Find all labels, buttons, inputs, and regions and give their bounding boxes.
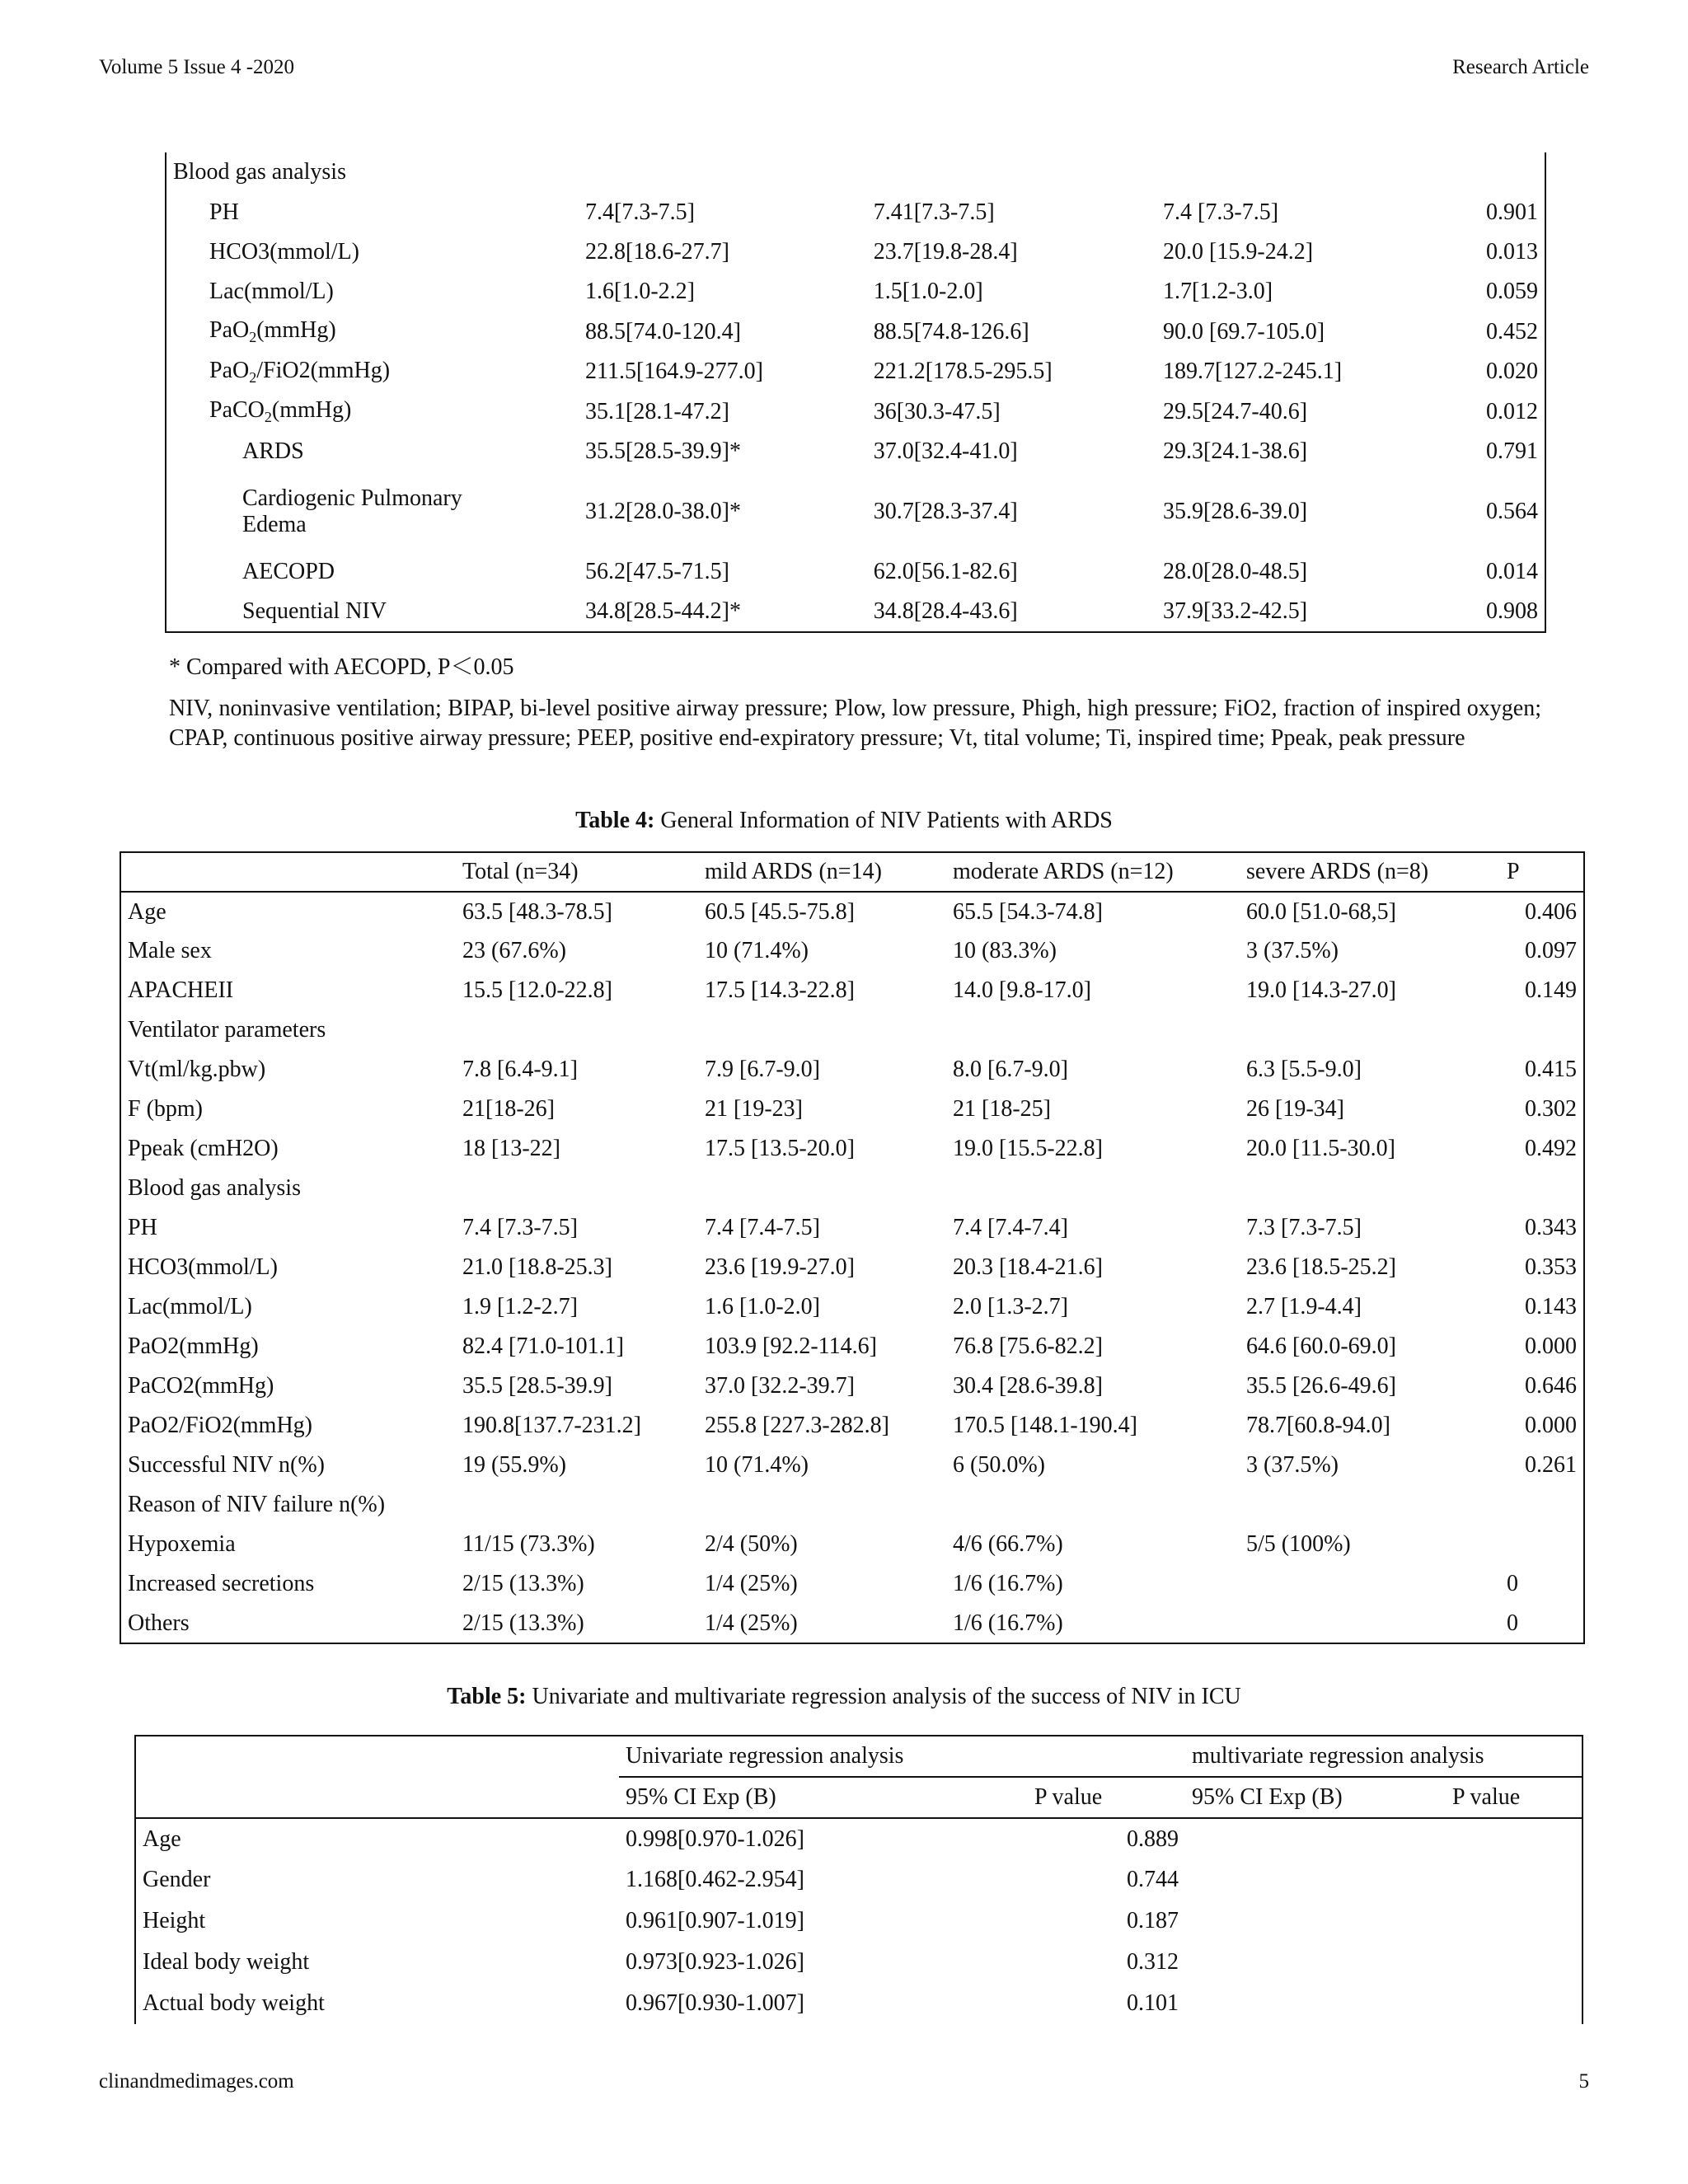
row-label: Vt(ml/kg.pbw) bbox=[128, 1057, 266, 1082]
label-part: (mmHg) bbox=[271, 397, 352, 424]
p-value: 0.302 bbox=[1525, 1096, 1577, 1122]
cell: 21 [18-25] bbox=[953, 1096, 1051, 1122]
cell: 30.7[28.3-37.4] bbox=[873, 499, 1018, 525]
cell: 7.4 [7.3-7.5] bbox=[462, 1215, 578, 1240]
cell: 0.973[0.923-1.026] bbox=[626, 1949, 804, 1975]
row-label: Ppeak (cmH2O) bbox=[128, 1136, 279, 1161]
p-value: 0 bbox=[1507, 1571, 1518, 1596]
table-row bbox=[166, 272, 1545, 312]
cell: 19 (55.9%) bbox=[462, 1452, 566, 1478]
cell: 11/15 (73.3%) bbox=[462, 1531, 595, 1557]
cell: 0.961[0.907-1.019] bbox=[626, 1908, 804, 1933]
cell: 78.7[60.8-94.0] bbox=[1246, 1413, 1390, 1438]
column-header: moderate ARDS (n=12) bbox=[953, 859, 1174, 884]
row-label: PaO2/FiO2(mmHg) bbox=[128, 1413, 312, 1438]
cell: 65.5 [54.3-74.8] bbox=[953, 898, 1103, 925]
table-4-body bbox=[120, 892, 1584, 1643]
row-label: F (bpm) bbox=[128, 1096, 203, 1122]
p-value: 0.059 bbox=[1486, 279, 1538, 305]
cell: 7.4 [7.4-7.4] bbox=[953, 1215, 1068, 1240]
cell: 1/6 (16.7%) bbox=[953, 1571, 1063, 1596]
cell: 21[18-26] bbox=[462, 1096, 555, 1122]
cell bbox=[1240, 1604, 1500, 1643]
empty-cell bbox=[1446, 1983, 1582, 2024]
label-line: Cardiogenic Pulmonary bbox=[242, 485, 462, 512]
row-label: Lac(mmol/L) bbox=[128, 1294, 252, 1319]
p-value: 0.149 bbox=[1525, 977, 1577, 1003]
cell: 19.0 [15.5-22.8] bbox=[953, 1136, 1103, 1161]
row-label: Ideal body weight bbox=[143, 1949, 310, 1975]
cell: 34.8[28.4-43.6] bbox=[873, 598, 1018, 625]
table-row bbox=[166, 192, 1545, 232]
column-header: P value bbox=[1452, 1784, 1521, 1810]
cell: 63.5 [48.3-78.5] bbox=[462, 898, 612, 925]
cell: 35.5 [28.5-39.9] bbox=[462, 1373, 612, 1399]
asterisk-note: * Compared with AECOPD, P＜0.05 bbox=[169, 654, 514, 680]
cell: 7.41[7.3-7.5] bbox=[873, 199, 995, 225]
cell: 31.2[28.0-38.0]* bbox=[585, 499, 741, 525]
cell: 19.0 [14.3-27.0] bbox=[1246, 977, 1396, 1003]
table-row bbox=[166, 232, 1545, 272]
empty-cell bbox=[1446, 1859, 1582, 1900]
row-label: Age bbox=[128, 898, 166, 925]
cell: 88.5[74.0-120.4] bbox=[585, 318, 741, 344]
cell: 88.5[74.8-126.6] bbox=[873, 318, 1029, 344]
p-value: 0.143 bbox=[1525, 1294, 1577, 1319]
caption-label: Table 4: bbox=[575, 808, 655, 833]
cell: 23 (67.6%) bbox=[462, 938, 566, 963]
table-row bbox=[135, 1900, 1582, 1942]
cell: 29.5[24.7-40.6] bbox=[1163, 398, 1308, 424]
cell: 26 [19-34] bbox=[1246, 1096, 1344, 1122]
cell: 10 (71.4%) bbox=[705, 1452, 809, 1478]
p-value: 0.564 bbox=[1486, 499, 1538, 525]
table-5 bbox=[134, 1735, 1583, 2024]
section-label: Blood gas analysis bbox=[128, 1175, 301, 1201]
p-value: 0.261 bbox=[1525, 1452, 1577, 1478]
cell: 23.6 [19.9-27.0] bbox=[705, 1254, 855, 1280]
label-part: /FiO2(mmHg) bbox=[256, 357, 391, 383]
section-row bbox=[120, 1169, 1584, 1208]
cell: 190.8[137.7-231.2] bbox=[462, 1413, 641, 1438]
cell: 15.5 [12.0-22.8] bbox=[462, 977, 612, 1003]
empty-cell bbox=[1185, 1818, 1446, 1859]
cell: 35.5[28.5-39.9]* bbox=[585, 438, 741, 464]
column-header bbox=[120, 852, 456, 892]
empty-cell bbox=[1446, 1942, 1582, 1983]
empty-cell bbox=[1446, 1900, 1582, 1942]
p-value: 0.791 bbox=[1486, 438, 1538, 464]
cell: 20.3 [18.4-21.6] bbox=[953, 1254, 1103, 1280]
table-4-caption bbox=[0, 808, 1688, 834]
abbreviation-note: NIV, noninvasive ventilation; BIPAP, bi-level positive airway pressure; Plow, low pressure, Phigh, high pressure; FiO2, fraction of inspired oxygen; CPAP, continuous positive airway pressure; PEEP, positive end-expiratory pressure; Vt, tital volume; Ti, inspired time; Ppeak, peak pressure bbox=[169, 696, 1541, 751]
cell: 21.0 [18.8-25.3] bbox=[462, 1254, 612, 1280]
cell: 37.9[33.2-42.5] bbox=[1163, 598, 1308, 625]
empty-cell bbox=[1185, 1942, 1446, 1983]
p-value: 0.492 bbox=[1525, 1136, 1577, 1161]
cell: 0.967[0.930-1.007] bbox=[626, 1990, 804, 2016]
label-part: PaCO bbox=[209, 397, 265, 424]
empty-cell bbox=[1185, 1900, 1446, 1942]
cell: 1.6[1.0-2.2] bbox=[585, 279, 695, 305]
cell: 7.4 [7.3-7.5] bbox=[1163, 199, 1279, 225]
p-value: 0.097 bbox=[1525, 938, 1577, 963]
subscript: 2 bbox=[264, 409, 272, 426]
group-header-univariate: Univariate regression analysis bbox=[619, 1736, 1185, 1777]
p-value bbox=[1500, 1525, 1584, 1564]
table-row bbox=[120, 1208, 1584, 1248]
cell: 221.2[178.5-295.5] bbox=[873, 359, 1053, 385]
caption-label: Table 5: bbox=[447, 1684, 527, 1709]
cell: 103.9 [92.2-114.6] bbox=[705, 1333, 877, 1359]
cell: 1.5[1.0-2.0] bbox=[873, 279, 983, 305]
table-row bbox=[120, 1050, 1584, 1090]
table-row bbox=[135, 1859, 1582, 1900]
cell: 90.0 [69.7-105.0] bbox=[1163, 318, 1325, 344]
section-label: Blood gas analysis bbox=[173, 159, 346, 185]
cell: 22.8[18.6-27.7] bbox=[585, 238, 729, 265]
section-label: Reason of NIV failure n(%) bbox=[128, 1492, 386, 1517]
row-label: ARDS bbox=[242, 438, 304, 464]
column-header: 95% CI Exp (B) bbox=[626, 1784, 776, 1810]
table-row bbox=[166, 312, 1545, 352]
p-value: 0.187 bbox=[1127, 1908, 1179, 1933]
cell: 6.3 [5.5-9.0] bbox=[1246, 1057, 1362, 1082]
section-row bbox=[120, 1010, 1584, 1050]
cell: 7.9 [6.7-9.0] bbox=[705, 1057, 820, 1082]
table-row bbox=[120, 1287, 1584, 1327]
p-value: 0.101 bbox=[1127, 1990, 1179, 2016]
row-label: Age bbox=[143, 1825, 181, 1852]
table-row bbox=[166, 471, 1545, 552]
row-label: PH bbox=[128, 1215, 157, 1240]
cell: 5/5 (100%) bbox=[1246, 1531, 1351, 1557]
row-label: PaO2(mmHg) bbox=[128, 1333, 259, 1359]
table-4 bbox=[120, 851, 1585, 1644]
row-label bbox=[166, 312, 579, 352]
cell: 28.0[28.0-48.5] bbox=[1163, 559, 1308, 585]
site-url: clinandmedimages.com bbox=[99, 2070, 294, 2093]
p-value: 0.353 bbox=[1525, 1254, 1577, 1280]
cell: 60.5 [45.5-75.8] bbox=[705, 898, 855, 925]
cell: 35.9[28.6-39.0] bbox=[1163, 499, 1308, 525]
table-row bbox=[166, 593, 1545, 632]
cell: 2/15 (13.3%) bbox=[462, 1571, 584, 1596]
cell: 189.7[127.2-245.1] bbox=[1163, 359, 1343, 385]
row-label: Gender bbox=[143, 1867, 211, 1892]
empty-cell bbox=[1446, 1818, 1582, 1859]
column-header: 95% CI Exp (B) bbox=[1192, 1784, 1343, 1810]
p-value: 0 bbox=[1507, 1610, 1518, 1636]
empty-header bbox=[135, 1777, 619, 1818]
cell: 35.1[28.1-47.2] bbox=[585, 398, 729, 424]
row-label: PH bbox=[209, 199, 239, 225]
empty-header bbox=[135, 1736, 619, 1777]
cell bbox=[1240, 1564, 1500, 1604]
table-row bbox=[120, 971, 1584, 1010]
table-header-row bbox=[135, 1777, 1582, 1818]
cell: 82.4 [71.0-101.1] bbox=[462, 1333, 624, 1359]
p-value: 0.908 bbox=[1486, 598, 1538, 625]
cell: 64.6 [60.0-69.0] bbox=[1246, 1333, 1396, 1359]
caption-text: General Information of NIV Patients with ARDS bbox=[654, 808, 1113, 833]
table-row bbox=[120, 1248, 1584, 1287]
table-row bbox=[120, 1090, 1584, 1129]
cell: 2.7 [1.9-4.4] bbox=[1246, 1294, 1362, 1319]
table-row bbox=[120, 892, 1584, 931]
label-line: Edema bbox=[242, 512, 307, 538]
p-value: 0.744 bbox=[1127, 1867, 1179, 1892]
empty-cell bbox=[1185, 1859, 1446, 1900]
cell: 1.6 [1.0-2.0] bbox=[705, 1294, 820, 1319]
cell: 1/4 (25%) bbox=[705, 1571, 798, 1596]
empty-cell bbox=[1185, 1983, 1446, 2024]
table-row bbox=[120, 1366, 1584, 1406]
row-label: Sequential NIV bbox=[242, 598, 387, 625]
cell: 7.4[7.3-7.5] bbox=[585, 199, 695, 225]
p-value: 0.014 bbox=[1486, 559, 1538, 585]
label-part: PaO bbox=[209, 317, 250, 344]
row-label: HCO3(mmol/L) bbox=[128, 1254, 278, 1280]
cell: 3 (37.5%) bbox=[1246, 938, 1339, 963]
cell: 2.0 [1.3-2.7] bbox=[953, 1294, 1068, 1319]
row-label: Actual body weight bbox=[143, 1990, 325, 2016]
page-number: 5 bbox=[1578, 2070, 1589, 2093]
cell: 34.8[28.5-44.2]* bbox=[585, 598, 741, 625]
cell: 211.5[164.9-277.0] bbox=[585, 359, 763, 385]
cell: 17.5 [14.3-22.8] bbox=[705, 977, 855, 1003]
table-row bbox=[120, 1327, 1584, 1366]
journal-issue: Volume 5 Issue 4 -2020 bbox=[99, 56, 295, 78]
cell: 7.8 [6.4-9.1] bbox=[462, 1057, 578, 1082]
row-label: Others bbox=[128, 1610, 190, 1636]
p-value: 0.000 bbox=[1525, 1333, 1577, 1359]
cell: 1/4 (25%) bbox=[705, 1610, 798, 1636]
p-value: 0.646 bbox=[1525, 1373, 1577, 1399]
row-label: Successful NIV n(%) bbox=[128, 1452, 325, 1478]
cell: 10 (83.3%) bbox=[953, 938, 1057, 963]
cell: 255.8 [227.3-282.8] bbox=[705, 1413, 889, 1438]
table-row bbox=[120, 931, 1584, 971]
table-row bbox=[166, 432, 1545, 471]
cell: 37.0[32.4-41.0] bbox=[873, 438, 1018, 464]
subscript: 2 bbox=[249, 368, 257, 386]
cell: 36[30.3-47.5] bbox=[873, 398, 1001, 424]
table-row bbox=[120, 1564, 1584, 1604]
cell: 4/6 (66.7%) bbox=[953, 1531, 1063, 1557]
table-row bbox=[166, 552, 1545, 592]
cell: 76.8 [75.6-82.2] bbox=[953, 1333, 1103, 1359]
article-type: Research Article bbox=[1452, 56, 1589, 78]
table-row bbox=[166, 352, 1545, 391]
column-header: mild ARDS (n=14) bbox=[705, 859, 882, 884]
section-label: Ventilator parameters bbox=[128, 1017, 326, 1043]
table-row bbox=[166, 152, 1545, 192]
table-row bbox=[135, 1983, 1582, 2024]
cell: 20.0 [15.9-24.2] bbox=[1163, 238, 1314, 265]
row-label: Increased secretions bbox=[128, 1571, 315, 1596]
row-label: Hypoxemia bbox=[128, 1531, 236, 1557]
row-label bbox=[166, 471, 579, 552]
cell: 17.5 [13.5-20.0] bbox=[705, 1136, 855, 1161]
column-header: P value bbox=[1034, 1784, 1103, 1810]
row-label: APACHEII bbox=[128, 977, 234, 1003]
table-header-row bbox=[135, 1736, 1582, 1777]
row-label bbox=[166, 352, 579, 391]
table-row bbox=[120, 1525, 1584, 1564]
group-header-multivariate: multivariate regression analysis bbox=[1185, 1736, 1582, 1777]
p-value: 0.406 bbox=[1525, 898, 1577, 925]
p-value: 0.415 bbox=[1525, 1057, 1577, 1082]
cell: 0.998[0.970-1.026] bbox=[626, 1825, 804, 1852]
p-value: 0.013 bbox=[1486, 238, 1538, 265]
cell: 37.0 [32.2-39.7] bbox=[705, 1373, 855, 1399]
cell: 1.7[1.2-3.0] bbox=[1163, 279, 1273, 305]
column-header: P bbox=[1507, 859, 1520, 884]
p-value: 0.343 bbox=[1525, 1215, 1577, 1240]
cell: 23.6 [18.5-25.2] bbox=[1246, 1254, 1396, 1280]
cell: 1.9 [1.2-2.7] bbox=[462, 1294, 578, 1319]
table-row bbox=[135, 1818, 1582, 1859]
cell: 21 [19-23] bbox=[705, 1096, 803, 1122]
cell: 35.5 [26.6-49.6] bbox=[1246, 1373, 1396, 1399]
table-row bbox=[135, 1942, 1582, 1983]
table-row bbox=[120, 1406, 1584, 1446]
p-value: 0.000 bbox=[1525, 1413, 1577, 1438]
cell: 8.0 [6.7-9.0] bbox=[953, 1057, 1068, 1082]
cell: 6 (50.0%) bbox=[953, 1452, 1045, 1478]
p-value: 0.020 bbox=[1486, 359, 1538, 385]
row-label: HCO3(mmol/L) bbox=[209, 238, 359, 265]
caption-text: Univariate and multivariate regression analysis of the success of NIV in ICU bbox=[526, 1684, 1241, 1709]
cell: 2/4 (50%) bbox=[705, 1531, 798, 1557]
label-part: PaO bbox=[209, 357, 250, 383]
p-value: 0.901 bbox=[1486, 199, 1538, 225]
column-header: Total (n=34) bbox=[462, 859, 579, 884]
row-label: Male sex bbox=[128, 938, 212, 963]
column-header: severe ARDS (n=8) bbox=[1246, 859, 1429, 884]
cell: 56.2[47.5-71.5] bbox=[585, 559, 729, 585]
p-value: 0.889 bbox=[1127, 1825, 1179, 1852]
row-label: Lac(mmol/L) bbox=[209, 279, 334, 305]
cell: 14.0 [9.8-17.0] bbox=[953, 977, 1091, 1003]
cell: 62.0[56.1-82.6] bbox=[873, 559, 1018, 585]
subscript: 2 bbox=[249, 329, 257, 346]
table-3-continued bbox=[165, 152, 1546, 633]
row-label: AECOPD bbox=[242, 559, 335, 585]
cell: 30.4 [28.6-39.8] bbox=[953, 1373, 1103, 1399]
cell: 7.3 [7.3-7.5] bbox=[1246, 1215, 1362, 1240]
label-part: (mmHg) bbox=[256, 317, 336, 344]
cell: 1.168[0.462-2.954] bbox=[626, 1867, 804, 1892]
cell: 1/6 (16.7%) bbox=[953, 1610, 1063, 1636]
p-value: 0.012 bbox=[1486, 398, 1538, 424]
cell: 2/15 (13.3%) bbox=[462, 1610, 584, 1636]
table-header-row bbox=[120, 852, 1584, 892]
row-label: Height bbox=[143, 1908, 206, 1933]
row-label bbox=[166, 391, 579, 431]
table-5-body bbox=[135, 1818, 1582, 2024]
table-row bbox=[166, 391, 1545, 431]
table-row bbox=[120, 1446, 1584, 1485]
cell: 20.0 [11.5-30.0] bbox=[1246, 1136, 1395, 1161]
table-5-caption bbox=[0, 1684, 1688, 1710]
p-value: 0.312 bbox=[1127, 1949, 1179, 1975]
section-row bbox=[120, 1485, 1584, 1525]
table-row bbox=[120, 1604, 1584, 1643]
cell: 23.7[19.8-28.4] bbox=[873, 238, 1018, 265]
row-label: PaCO2(mmHg) bbox=[128, 1373, 274, 1399]
cell: 18 [13-22] bbox=[462, 1136, 560, 1161]
cell: 10 (71.4%) bbox=[705, 938, 809, 963]
cell: 170.5 [148.1-190.4] bbox=[953, 1413, 1137, 1438]
table-row bbox=[120, 1129, 1584, 1169]
p-value: 0.452 bbox=[1486, 318, 1538, 344]
cell: 29.3[24.1-38.6] bbox=[1163, 438, 1308, 464]
cell: 7.4 [7.4-7.5] bbox=[705, 1215, 820, 1240]
cell: 3 (37.5%) bbox=[1246, 1452, 1339, 1478]
cell: 60.0 [51.0-68,5] bbox=[1246, 898, 1396, 925]
